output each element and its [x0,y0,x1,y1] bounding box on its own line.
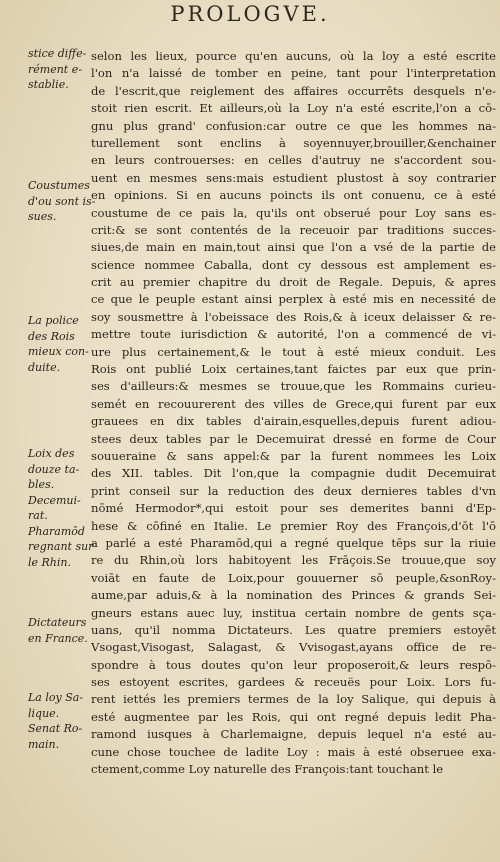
text-line: uent en mesmes sens:mais estudient plustost à soy contrarier [91,170,496,185]
text-line: selon les lieux, pource qu'en aucuns, où la loy a esté escrite [91,49,496,63]
text-line: stoit rien escrit. Et ailleurs,où la Loy n'a esté escrite,l'on a cō- [91,101,496,116]
margin-note-line: en France. [28,631,88,645]
text-line: voiāt en faute de Loix,pour gouuerner sō peuple,&sonRoy- [91,570,496,585]
text-line: hese & cōfiné en Italie. Le premier Roy des François,d'ōt l'ō [91,518,496,533]
text-line: rent iettés les premiers termes de la loy Salique, qui depuis à [91,692,496,707]
margin-note-line: stablie. [28,78,69,91]
margin-note-line: stice diffe- [28,47,87,60]
text-line: grauees en dix tables d'airain,esquelles,depuis furent adiou- [91,414,496,429]
margin-note-line: des Rois [28,329,75,343]
text-line: ure plus certainement,& le tout à esté mieux conduit. Les [91,344,496,359]
text-line: re du Rhin,où lors habitoyent les Frāçois.Se trouue,que soy [91,553,496,568]
margin-note-line: mieux con- [28,345,89,358]
margin-note-line: douze ta- [28,462,80,476]
margin-note-line: sues. [28,210,57,223]
text-line: aume,par aduis,& à la nomination des Princes & grands Sei- [91,588,496,603]
body-text [91,48,496,778]
text-line: crit:& se sont contentés de la receuoir par traditions succes- [91,222,496,237]
text-line: uans, qu'il nomma Dictateurs. Les quatre premiers estoyēt [91,622,496,637]
margin-note [28,178,95,225]
text-line: en opinions. Si en aucuns poincts ils ont conuenu, ce à esté [91,188,496,203]
text-line: coustume de ce pais la, qu'ils ont obserué pour Loy sans es- [91,205,496,220]
text-line: de l'escrit,que reiglement des affaires occurrēts desquels n'e- [91,83,496,98]
text-line: souueraine & sans appel:& par la furent nommees les Loix [91,448,496,463]
text-line: mettre toute iurisdiction & autorité, l'on a commencé de vi- [91,327,496,342]
margin-note-line: Coustumes [28,179,90,192]
margin-note-line: La police [28,314,79,327]
text-line: ses estoyent escrites, gardees & receuës pour Loix. Lors fu- [91,675,496,690]
text-line: ctement,comme Loy naturelle des François:tant touchant le [91,762,444,777]
text-line: stees deux tables par le Decemuirat dressé en forme de Cour [91,431,496,446]
margin-note-line: d'ou sont is- [28,194,96,208]
margin-note [28,313,89,375]
margin-note-line: Loix des [28,447,75,460]
text-line: spondre à tous doutes qu'on leur proposeroit,& leurs respō- [91,657,496,672]
text-line: Rois ont publié Loix certaines,tant faictes par eux que prin- [91,362,496,377]
margin-note-line: bles. [28,478,55,491]
margin-note-line: main. [28,737,60,751]
margin-note-line: rat. [28,509,48,522]
margin-note-line: Decemui- [28,493,81,507]
text-line: ses d'ailleurs:& mesmes se trouue,que les Rommains curieu- [91,379,496,394]
margin-note-line: rément e- [28,62,82,76]
text-line: semét en recouurerent des villes de Grece,qui furent par eux [91,396,496,411]
margin-note [28,690,83,752]
text-line: turellement sont enclins à soyennuyer,brouiller,&enchainer [91,135,496,150]
margin-note-line: regnant sur [28,540,94,553]
margin-note-line: lique. [28,706,60,720]
text-line: Vsogast,Visogast, Salagast, & Vvisogast,ayans office de re- [91,640,496,655]
text-line: des XII. tables. Dit l'on,que la compagnie dudit Decemuirat [91,466,496,481]
text-line: science nommee Caballa, dont cy dessous est amplement es- [91,257,496,272]
text-line: crit au premier chapitre du droit de Regale. Depuis, & apres [91,275,496,290]
text-line: ramond iusques à Charlemaigne, depuis lequel n'a esté au- [91,727,496,742]
margin-note [28,46,86,93]
margin-note [28,446,93,570]
text-line: gnu plus grand' confusion:car outre ce que les hommes na- [91,118,496,133]
margin-note-line: Pharamōd [28,524,85,538]
margin-note-line: La loy Sa- [28,691,84,704]
text-line: cune chose touchee de ladite Loy : mais à esté obseruee exa- [91,744,496,759]
text-line: ce que le peuple estant ainsi perplex à esté mis en necessité de [91,292,496,307]
margin-note-line: duite. [28,360,61,374]
text-line: en leurs controuerses: en celles d'autruy ne s'accordent sou- [91,153,496,168]
text-line: l'on n'a laissé de tomber en peine, tant pour l'interpretation [91,66,496,81]
text-line: esté augmentee par les Rois, qui ont regné depuis ledit Pha- [91,709,496,724]
text-line: gneurs estans auec luy, institua certain nombre de gents sça- [91,605,496,620]
text-line: soy sousmettre à l'obeissace des Rois,& à iceux delaisser & re- [91,309,496,324]
page-title: PROLOGVE. [170,2,330,26]
margin-note-line: Dictateurs [28,616,87,629]
margin-note-line: le Rhin. [28,555,71,569]
text-line: nōmé Hermodor*,qui estoit pour ses demerites banni d'Ep- [91,501,496,516]
margin-note [28,615,88,646]
text-line: a parlé a esté Pharamōd,qui a regné quelque tēps sur la riuie [91,535,496,550]
text-line: siues,de main en main,tout ainsi que l'on a vsé de la partie de [91,240,496,255]
margin-note-line: Senat Ro- [28,722,83,735]
text-line: print conseil sur la reduction des deux dernieres tables d'vn [91,483,496,498]
